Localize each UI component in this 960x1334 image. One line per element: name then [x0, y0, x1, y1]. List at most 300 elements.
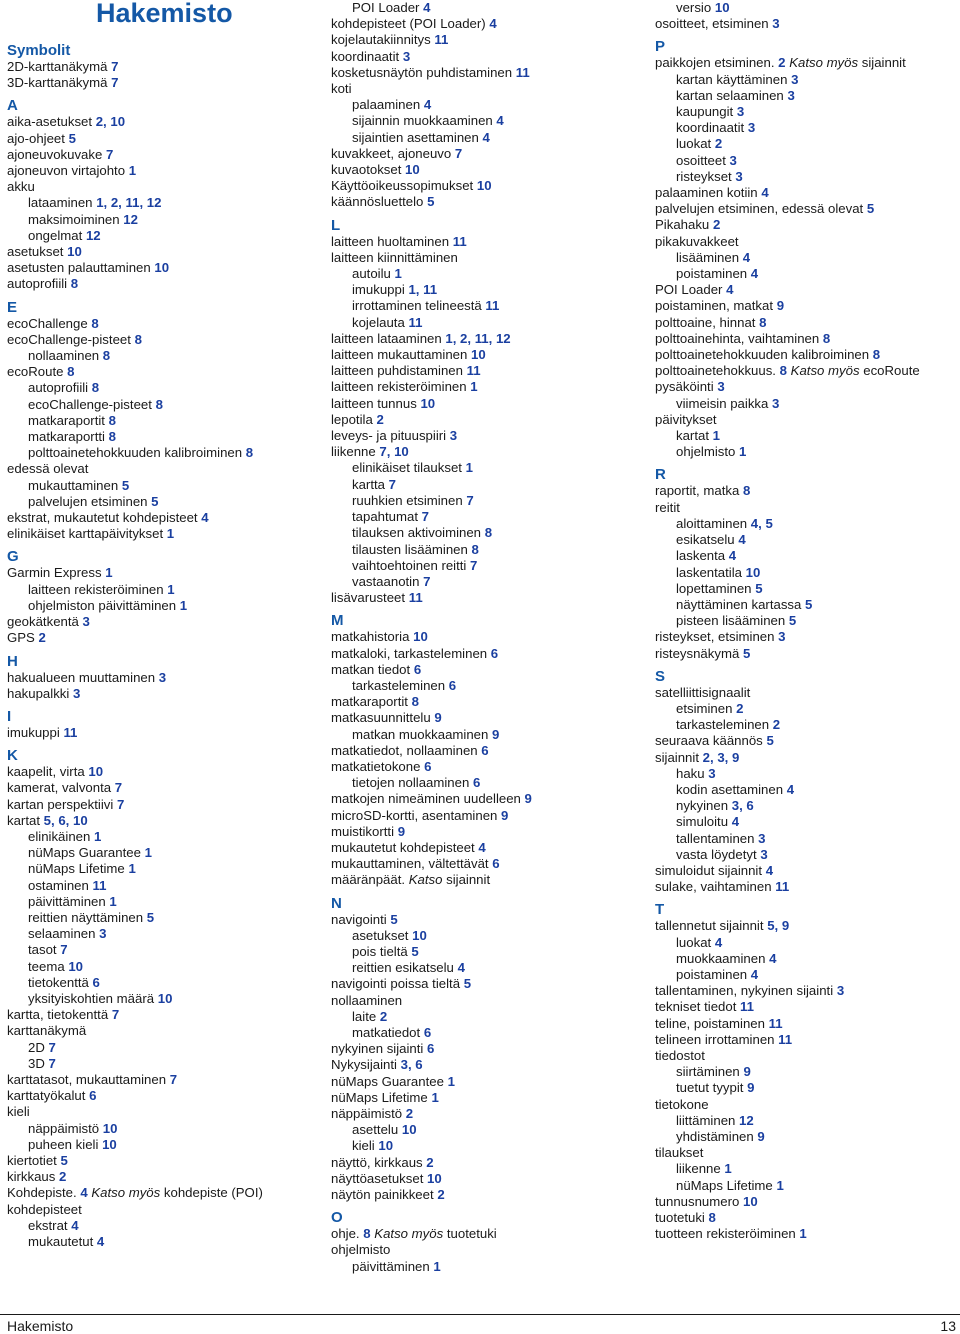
page-reference-link[interactable]: 10 — [157, 990, 173, 1006]
page-reference-link[interactable]: 11 — [63, 724, 78, 740]
page-reference-link[interactable]: 3 — [736, 104, 745, 120]
page-reference-link[interactable]: 7 — [169, 1071, 178, 1087]
index-entry — [331, 646, 532, 662]
index-term: ecoChallenge — [7, 315, 88, 331]
index-subentry — [7, 195, 263, 211]
index-subentry — [331, 97, 532, 113]
page-reference-link[interactable]: 3, 6 — [400, 1057, 423, 1073]
page-reference-link[interactable]: 1 — [179, 597, 188, 613]
page-reference-link[interactable]: 9 — [501, 807, 509, 823]
page-reference-link[interactable]: 11 — [452, 233, 467, 249]
page-reference-link[interactable]: 11 — [408, 314, 423, 330]
page-reference-link[interactable]: 8 — [363, 1226, 371, 1242]
index-term: tietokone — [655, 1096, 709, 1112]
page-reference-link[interactable]: 1 — [799, 1226, 807, 1242]
page-reference-link[interactable]: 2 — [778, 55, 786, 71]
page-reference-link[interactable]: 11 — [778, 1031, 793, 1047]
page-reference-link[interactable]: 5 — [427, 194, 435, 210]
index-term: vasta löydetyt — [676, 846, 757, 862]
page-reference-link[interactable]: 2 — [376, 411, 384, 427]
index-term: palaaminen kotiin — [655, 185, 758, 201]
page-reference-link[interactable]: 7 — [388, 476, 396, 492]
page-reference-link[interactable]: 7 — [421, 509, 429, 525]
page-reference-link[interactable]: 5 — [68, 130, 76, 146]
index-term: karttatasot, mukauttaminen — [7, 1071, 167, 1087]
page-reference-link[interactable]: 7 — [60, 942, 68, 958]
page-reference-link[interactable]: 11 — [408, 590, 423, 606]
page-reference-link[interactable]: 7 — [116, 796, 125, 812]
page-reference-link[interactable]: 2 — [736, 700, 744, 716]
page-reference-link[interactable]: 6 — [423, 1024, 432, 1040]
page-reference-link[interactable]: 7 — [111, 75, 119, 91]
index-subentry — [655, 0, 920, 16]
index-term: tuotetuki — [655, 1210, 705, 1226]
index-term: muokkaaminen — [676, 950, 766, 966]
page-reference-link[interactable]: 4 — [496, 113, 504, 129]
page-reference-link[interactable]: 12 — [739, 1112, 754, 1128]
index-term: POI Loader — [655, 282, 723, 298]
page-reference-link[interactable]: 1, 2, 11, 12 — [96, 195, 162, 211]
page-reference-link[interactable]: 5 — [755, 580, 763, 596]
page-reference-link[interactable]: 3 — [402, 48, 411, 64]
index-entry — [7, 114, 263, 130]
page-reference-link[interactable]: 11 — [92, 877, 107, 893]
page-reference-link[interactable]: 7 — [454, 145, 463, 161]
index-section-heading: K — [7, 747, 18, 765]
page-reference-link[interactable]: 9 — [434, 710, 442, 726]
page-reference-link[interactable]: 4 — [786, 781, 795, 797]
page-reference-link[interactable]: 5 — [60, 1152, 68, 1168]
page-reference-link[interactable]: 9 — [492, 726, 500, 742]
page-reference-link[interactable]: 1 — [166, 526, 175, 542]
page-reference-link[interactable]: 2 — [426, 1154, 434, 1170]
page-reference-link[interactable]: 11 — [775, 879, 790, 895]
page-reference-link[interactable]: 5, 9 — [767, 918, 790, 934]
page-reference-link[interactable]: 6 — [89, 1088, 97, 1104]
index-term: laitteen lataaminen — [331, 330, 442, 346]
page-reference-link[interactable]: 1 — [167, 581, 175, 597]
page-reference-link[interactable]: 7 — [48, 1039, 56, 1055]
page-reference-link[interactable]: 2 — [59, 1169, 67, 1185]
page-reference-link[interactable]: 8 — [102, 348, 111, 364]
index-entry — [331, 976, 532, 992]
index-term: tunnusnumero — [655, 1193, 740, 1209]
index-entry — [331, 590, 532, 606]
page-reference-link[interactable]: 6 — [413, 661, 422, 677]
index-term: kartat — [676, 428, 709, 444]
page-reference-link[interactable]: 1 — [94, 828, 102, 844]
index-entry — [331, 428, 532, 444]
page-reference-link[interactable]: 11 — [740, 999, 754, 1015]
page-reference-link[interactable]: 1 — [712, 428, 720, 444]
page-reference-link[interactable]: 3 — [717, 379, 725, 395]
index-term: luokat — [676, 934, 712, 950]
index-term: autoprofiili — [28, 380, 89, 396]
page-reference-link[interactable]: 3 — [772, 16, 780, 32]
index-entry — [7, 1007, 263, 1023]
page-reference-link[interactable]: 1 — [144, 845, 152, 861]
index-term: asetukset — [352, 927, 409, 943]
index-subentry — [7, 228, 263, 244]
page-reference-link[interactable]: 4 — [738, 532, 746, 548]
index-term: polttoainetehokkuuden kalibroiminen — [655, 347, 870, 363]
page-reference-link[interactable]: 8 — [484, 525, 493, 541]
see-also-label: Katso myös — [91, 1185, 161, 1201]
page-reference-link[interactable]: 4 — [423, 0, 431, 15]
page-reference-link[interactable]: 1 — [105, 565, 113, 581]
page-reference-link[interactable]: 6 — [492, 856, 500, 872]
page-reference-link[interactable]: 1 — [724, 1161, 732, 1177]
index-entry — [331, 178, 532, 194]
page-reference-link[interactable]: 4 — [765, 862, 774, 878]
page-reference-link[interactable]: 3 — [747, 120, 756, 136]
see-also-target: sijainnit — [446, 872, 491, 888]
page-reference-link[interactable]: 11 — [485, 298, 500, 314]
page-reference-link[interactable]: 3 — [772, 395, 780, 411]
index-entry — [655, 1097, 920, 1113]
page-reference-link[interactable]: 6 — [448, 677, 457, 693]
page-reference-link[interactable]: 9 — [524, 791, 532, 807]
page-reference-link[interactable]: 10 — [88, 764, 104, 780]
page-reference-link[interactable]: 1 — [109, 893, 117, 909]
page-reference-link[interactable]: 5 — [151, 493, 159, 509]
index-term: laitteen rekisteröiminen — [28, 581, 164, 597]
page-reference-link[interactable]: 7 — [423, 573, 431, 589]
page-reference-link[interactable]: 3 — [791, 71, 799, 87]
page-reference-link[interactable]: 5 — [788, 613, 797, 629]
page-reference-link[interactable]: 7 — [470, 557, 478, 573]
index-entry — [7, 75, 263, 91]
page-reference-link[interactable]: 2 — [712, 217, 721, 233]
index-term: asetukset — [7, 244, 64, 260]
page-reference-link[interactable]: 6 — [490, 645, 499, 661]
index-term: 3D — [28, 1055, 45, 1071]
page-reference-link[interactable]: 7 — [111, 1007, 120, 1023]
index-entry — [331, 856, 532, 872]
index-entry — [331, 146, 532, 162]
index-entry — [655, 685, 920, 701]
page-reference-link[interactable]: 7 — [114, 780, 123, 796]
page-reference-link[interactable]: 3 — [729, 152, 737, 168]
page-reference-link[interactable]: 3 — [787, 87, 795, 103]
page-reference-link[interactable]: 4 — [71, 1217, 79, 1233]
page-reference-link[interactable]: 5 — [146, 909, 155, 925]
index-entry — [655, 629, 920, 645]
page-reference-link[interactable]: 4 — [769, 950, 777, 966]
page-reference-link[interactable]: 4 — [728, 548, 737, 564]
index-entry — [655, 500, 920, 516]
page-reference-link[interactable]: 4 — [478, 839, 486, 855]
index-subentry — [655, 717, 920, 733]
index-term: koordinaatit — [676, 120, 745, 136]
index-subentry — [331, 1138, 532, 1154]
index-term: tiedostot — [655, 1047, 705, 1063]
page-reference-link[interactable]: 5, 6, 10 — [43, 812, 88, 828]
page-reference-link[interactable]: 10 — [471, 347, 486, 363]
index-entry — [7, 813, 263, 829]
page-reference-link[interactable]: 8 — [471, 541, 479, 557]
page-reference-link[interactable]: 8 — [759, 314, 767, 330]
page-reference-link[interactable]: 3 — [708, 765, 716, 781]
index-subentry — [7, 380, 263, 396]
index-term: versio — [676, 0, 712, 15]
page-reference-link[interactable]: 5 — [411, 943, 419, 959]
page-reference-link[interactable]: 8 — [411, 694, 419, 710]
page-reference-link[interactable]: 8 — [155, 396, 163, 412]
page-reference-link[interactable]: 5 — [463, 976, 472, 992]
page-reference-link[interactable]: 10 — [745, 564, 761, 580]
index-entry — [331, 379, 532, 395]
page-reference-link[interactable]: 5 — [766, 733, 774, 749]
page-reference-link[interactable]: 4 — [96, 1234, 105, 1249]
page-reference-link[interactable]: 10 — [102, 1136, 117, 1152]
page-reference-link[interactable]: 1, 11 — [408, 282, 438, 298]
index-entry — [655, 55, 920, 71]
page-reference-link[interactable]: 12 — [85, 227, 101, 243]
page-reference-link[interactable]: 4 — [457, 960, 465, 976]
page-reference-link[interactable]: 4 — [750, 966, 759, 982]
page-reference-link[interactable]: 11 — [515, 64, 530, 80]
page-reference-link[interactable]: 1 — [470, 379, 478, 395]
page-reference-link[interactable]: 8 — [872, 347, 881, 363]
index-term: ruuhkien etsiminen — [352, 492, 463, 508]
page-reference-link[interactable]: 3 — [99, 926, 107, 942]
page-reference-link[interactable]: 10 — [405, 162, 420, 178]
page-reference-link[interactable]: 2 — [38, 630, 46, 646]
page-reference-link[interactable]: 10 — [401, 1122, 417, 1138]
page-reference-link[interactable]: 3 — [158, 669, 167, 685]
page-reference-link[interactable]: 8 — [70, 276, 79, 292]
page-reference-link[interactable]: 8 — [108, 429, 116, 445]
index-subentry — [7, 991, 263, 1007]
page-reference-link[interactable]: 1 — [433, 1258, 441, 1274]
page-reference-link[interactable]: 4 — [750, 266, 759, 282]
page-reference-link[interactable]: 5 — [390, 911, 398, 927]
index-term: ecoChallenge-pisteet — [7, 331, 131, 347]
index-entry — [7, 1202, 263, 1218]
page-reference-link[interactable]: 10 — [102, 1120, 118, 1136]
index-subentry — [331, 678, 532, 694]
index-term: tapahtumat — [352, 509, 418, 525]
page-reference-link[interactable]: 4 — [731, 814, 740, 830]
page-reference-link[interactable]: 6 — [481, 742, 489, 758]
index-term: sijainnin muokkaaminen — [352, 113, 493, 129]
page-reference-link[interactable]: 2 — [437, 1187, 445, 1203]
page-reference-link[interactable]: 6 — [92, 974, 100, 990]
index-term: matkan muokkaaminen — [352, 726, 489, 742]
index-subentry — [331, 477, 532, 493]
index-subentry — [655, 847, 920, 863]
page-reference-link[interactable]: 3 — [449, 428, 458, 444]
index-subentry — [331, 130, 532, 146]
index-section-heading: Symbolit — [7, 42, 71, 59]
index-term: nollaaminen — [28, 348, 100, 364]
index-term: kamerat, valvonta — [7, 780, 112, 796]
index-term: lisävarusteet — [331, 590, 406, 606]
index-term: matkatiedot, nollaaminen — [331, 742, 478, 758]
index-term: kartan selaaminen — [676, 87, 784, 103]
page-reference-link[interactable]: 7, 10 — [379, 444, 409, 460]
page-reference-link[interactable]: 10 — [378, 1138, 394, 1154]
page-reference-link[interactable]: 9 — [743, 1064, 751, 1080]
page-reference-link[interactable]: 8 — [134, 331, 142, 347]
index-subentry — [331, 944, 532, 960]
page-reference-link[interactable]: 4 — [201, 510, 209, 526]
page-reference-link[interactable]: 12 — [123, 211, 138, 227]
page-reference-link[interactable]: 2 — [772, 717, 781, 733]
page-reference-link[interactable]: 4 — [726, 282, 734, 298]
index-term: simuloidut sijainnit — [655, 862, 763, 878]
page-reference-link[interactable]: 10 — [714, 0, 730, 15]
index-term: lopettaminen — [676, 580, 752, 596]
page-reference-link[interactable]: 3 — [760, 846, 768, 862]
page-reference-link[interactable]: 10 — [412, 927, 427, 943]
page-reference-link[interactable]: 10 — [427, 1170, 442, 1186]
page-reference-link[interactable]: 4, 5 — [750, 515, 773, 531]
page-reference-link[interactable]: 8 — [708, 1210, 716, 1226]
index-subentry — [7, 1056, 263, 1072]
index-term: pisteen lisääminen — [676, 613, 786, 629]
index-term: matkaloki, tarkasteleminen — [331, 645, 488, 661]
index-term: päivitykset — [655, 411, 717, 427]
index-term: Käyttöoikeussopimukset — [331, 178, 474, 194]
index-term: tallentaminen, nykyinen sijainti — [655, 983, 834, 999]
page-reference-link[interactable]: 2, 3, 9 — [702, 749, 740, 765]
index-term: tarkasteleminen — [352, 677, 446, 693]
page-reference-link[interactable]: 4 — [714, 934, 723, 950]
page-reference-link[interactable]: 4 — [80, 1185, 88, 1201]
page-reference-link[interactable]: 10 — [67, 244, 82, 260]
see-also-target: kohdepiste (POI) — [163, 1185, 263, 1201]
page-reference-link[interactable]: 7 — [111, 59, 119, 74]
page-reference-link[interactable]: 3 — [778, 629, 786, 645]
index-term: käännösluettelo — [331, 194, 424, 210]
page-reference-link[interactable]: 6 — [472, 775, 481, 791]
index-term: 3D-karttanäkymä — [7, 75, 108, 91]
index-subentry — [7, 910, 263, 926]
page-reference-link[interactable]: 2 — [405, 1106, 414, 1121]
page-reference-link[interactable]: 8 — [108, 412, 116, 428]
index-term: paikkojen etsiminen. — [655, 55, 775, 71]
page-reference-link[interactable]: 1 — [128, 163, 137, 179]
page-reference-link[interactable]: 5 — [805, 596, 813, 612]
page-reference-link[interactable]: 8 — [245, 445, 254, 461]
index-term: 2D-karttanäkymä — [7, 59, 108, 74]
index-entry — [655, 646, 920, 662]
page-reference-link[interactable]: 10 — [742, 1193, 758, 1209]
page-reference-link[interactable]: 3 — [735, 168, 743, 184]
index-term: kartan käyttäminen — [676, 71, 788, 87]
page-reference-link[interactable]: 9 — [776, 298, 785, 314]
page-reference-link[interactable]: 1 — [465, 460, 473, 476]
index-term: matkaraportit — [331, 694, 408, 710]
page-reference-link[interactable]: 4 — [742, 249, 751, 265]
page-reference-link[interactable]: 1 — [447, 1073, 455, 1089]
index-term: lepotila — [331, 411, 373, 427]
index-entry — [655, 315, 920, 331]
page-reference-link[interactable]: 11 — [466, 363, 481, 379]
index-entry — [331, 81, 532, 97]
index-term: tuetut tyypit — [676, 1080, 744, 1096]
page-reference-link[interactable]: 2 — [714, 136, 723, 152]
page-reference-link[interactable]: 8 — [742, 483, 751, 499]
page-reference-link[interactable]: 3 — [82, 614, 90, 630]
page-reference-link[interactable]: 1 — [431, 1089, 439, 1105]
page-reference-link[interactable]: 6 — [427, 1041, 435, 1057]
page-reference-link[interactable]: 10 — [476, 178, 492, 194]
page-reference-link[interactable]: 1 — [776, 1177, 784, 1193]
page-reference-link[interactable]: 8 — [67, 364, 75, 380]
page-reference-link[interactable]: 11 — [434, 32, 449, 48]
page-reference-link[interactable]: 3 — [758, 830, 766, 846]
page-reference-link[interactable]: 11 — [768, 1015, 783, 1031]
page-reference-link[interactable]: 1 — [394, 266, 402, 282]
page-reference-link[interactable]: 2 — [379, 1008, 388, 1024]
page-reference-link[interactable]: 4 — [423, 97, 432, 113]
page-reference-link[interactable]: 5 — [742, 645, 751, 661]
index-term: palvelujen etsiminen, edessä olevat — [655, 201, 864, 217]
page-reference-link[interactable]: 10 — [413, 629, 428, 645]
page-reference-link[interactable]: 10 — [154, 260, 170, 276]
page-reference-link[interactable]: 5 — [866, 201, 875, 217]
page-reference-link[interactable]: 1, 2, 11, 12 — [445, 330, 511, 346]
index-section-heading: H — [7, 652, 18, 670]
index-term: satelliittisignaalit — [655, 684, 751, 700]
page-reference-link[interactable]: 3, 6 — [731, 798, 754, 814]
page-reference-link[interactable]: 9 — [747, 1080, 755, 1096]
index-entry — [7, 1088, 263, 1104]
page-reference-link[interactable]: 7 — [48, 1055, 56, 1071]
index-term: tallentaminen — [676, 830, 755, 846]
page-reference-link[interactable]: 8 — [822, 330, 831, 346]
index-subentry — [655, 88, 920, 104]
page-reference-link[interactable]: 8 — [779, 363, 787, 379]
index-term: etsiminen — [676, 700, 733, 716]
index-term: yhdistäminen — [676, 1129, 754, 1144]
index-entry — [7, 163, 263, 179]
page-reference-link[interactable]: 10 — [420, 395, 436, 411]
page-reference-link[interactable]: 4 — [761, 185, 769, 201]
page-reference-link[interactable]: 7 — [466, 492, 474, 508]
index-entry — [655, 1210, 920, 1226]
page-reference-link[interactable]: 7 — [106, 146, 114, 162]
page-reference-link[interactable]: 9 — [757, 1129, 765, 1144]
page-reference-link[interactable]: 10 — [68, 958, 83, 974]
page-reference-link[interactable]: 1 — [128, 861, 136, 877]
page-reference-link[interactable]: 4 — [489, 16, 497, 32]
index-term: nüMaps Guarantee — [331, 1073, 444, 1089]
index-term: palvelujen etsiminen — [28, 493, 148, 509]
page-reference-link[interactable]: 5 — [121, 477, 130, 493]
page-reference-link[interactable]: 3 — [72, 685, 81, 701]
page-reference-link[interactable]: 8 — [91, 315, 99, 331]
index-term: matkatiedot — [352, 1024, 421, 1040]
page-reference-link[interactable]: 8 — [91, 380, 100, 396]
index-subentry — [7, 878, 263, 894]
index-entry — [331, 1155, 532, 1171]
page-reference-link[interactable]: 1 — [739, 444, 747, 460]
page-reference-link[interactable]: 2, 10 — [95, 114, 126, 130]
index-column-3 — [655, 0, 920, 1242]
index-term: leveys- ja pituuspiiri — [331, 428, 447, 444]
index-term: risteykset, etsiminen — [655, 629, 775, 645]
index-term: pikakuvakkeet — [655, 233, 739, 249]
index-term: osoitteet, etsiminen — [655, 16, 769, 32]
page-reference-link[interactable]: 9 — [397, 823, 406, 839]
page-reference-link[interactable]: 6 — [424, 758, 432, 774]
page-reference-link[interactable]: 4 — [482, 129, 490, 145]
page-reference-link[interactable]: 3 — [836, 983, 845, 999]
